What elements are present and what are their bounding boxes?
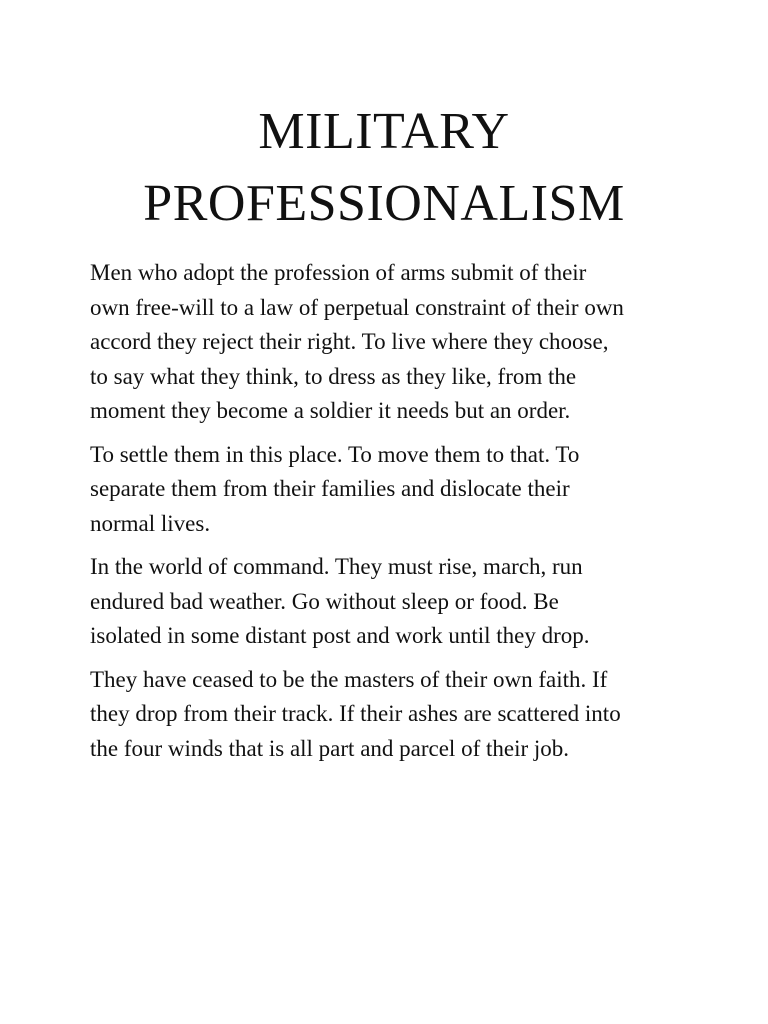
text-line: To settle them in this place. To move them to that. To <box>90 441 580 467</box>
text-line: isolated in some distant post and work until they drop. <box>90 623 590 648</box>
text-line: to say what they think, to dress as they like, from the <box>90 363 577 389</box>
text-line: moment they become a soldier it needs but an order. <box>90 398 571 423</box>
paragraph-4 <box>90 663 690 767</box>
text-line: own free-will to a law of perpetual constraint of their own <box>90 294 624 320</box>
body-text <box>90 256 690 775</box>
text-line: separate them from their families and dislocate their <box>90 476 570 501</box>
text-line: they drop from their track. If their ashes are scattered into <box>90 701 621 726</box>
title-line-1: MILITARY <box>258 103 510 160</box>
text-line: the four winds that is all part and parcel of their job. <box>90 735 570 761</box>
paragraph-1 <box>90 256 690 429</box>
page-title <box>0 96 768 240</box>
text-line: Men who adopt the profession of arms submit of their <box>90 260 587 285</box>
text-line: They have ceased to be the masters of their own faith. If <box>90 666 608 692</box>
text-line: accord they reject their right. To live where they choose, <box>90 329 609 354</box>
paragraph-2 <box>90 438 690 542</box>
paragraph-3 <box>90 550 690 654</box>
text-line: In the world of command. They must rise, march, run <box>90 554 583 579</box>
title-line-2: PROFESSIONALISM <box>143 175 625 232</box>
text-line: normal lives. <box>90 510 211 536</box>
text-line: endured bad weather. Go without sleep or food. Be <box>90 588 559 614</box>
